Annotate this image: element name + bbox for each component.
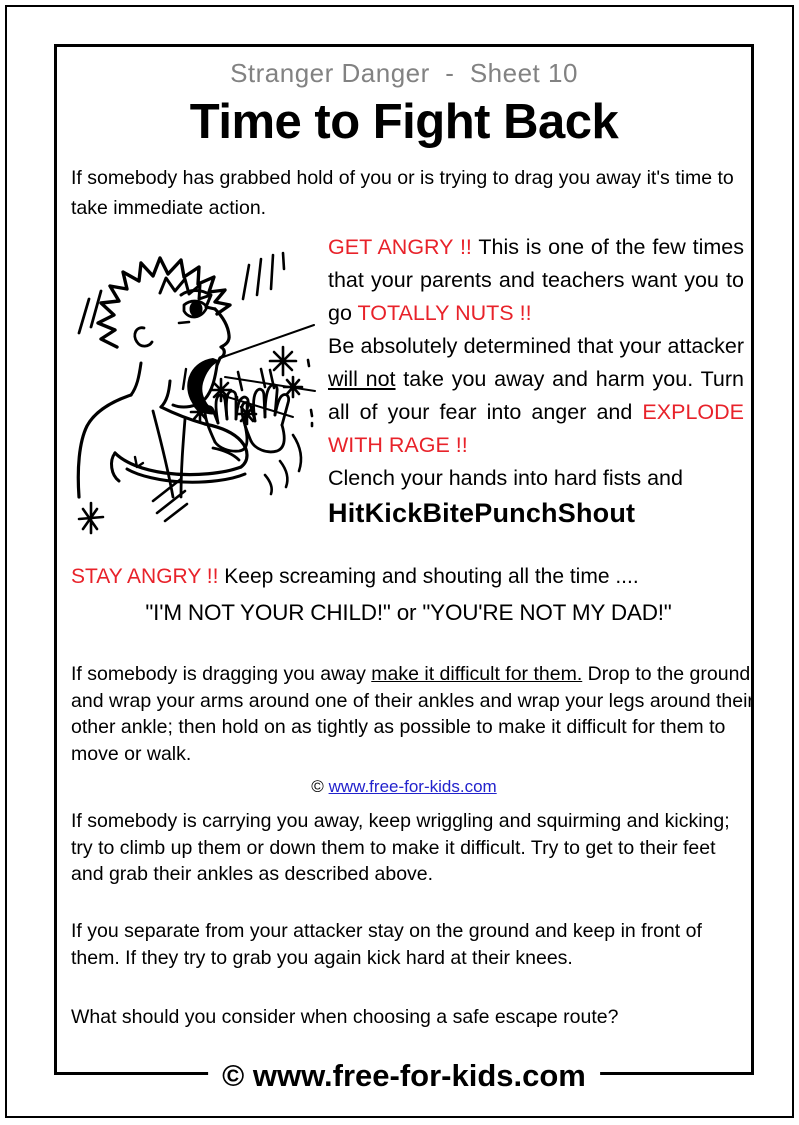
explode-with-rage-emphasis: EXPLODE WITH RAGE !!	[328, 400, 744, 457]
illustration-and-advice-row	[57, 229, 751, 551]
footer-credit	[208, 1058, 600, 1094]
will-not-underline: will not	[328, 367, 396, 391]
discussion-question: What should you consider when choosing a safe escape route?	[71, 1006, 619, 1028]
advice-text-column	[328, 231, 744, 530]
action-word-shout: Shout	[557, 498, 636, 528]
sheet-label: Stranger Danger - Sheet 10	[230, 58, 578, 88]
shout-phrases-line: "I'M NOT YOUR CHILD!" or "YOU'RE NOT MY DAD!"	[145, 600, 672, 625]
advice-paragraph-2	[328, 330, 744, 462]
action-word-bite: Bite	[422, 498, 475, 528]
advice-p1-rest: This is one of the few times that your parents and teachers want you to go	[328, 235, 744, 325]
stay-angry-line	[71, 562, 746, 592]
action-word-kick: Kick	[364, 498, 423, 528]
intro-paragraph: If somebody has grabbed hold of you or is trying to drag you away it's time to take immediate action.	[71, 167, 734, 219]
watermark-credit	[57, 777, 751, 797]
worksheet-frame	[54, 44, 754, 1093]
separate-paragraph: If you separate from your attacker stay on the ground and keep in front of them. If they try to grab you again kick hard at their knees.	[71, 920, 702, 969]
advice-paragraph-3: Clench your hands into hard fists and	[328, 466, 683, 490]
shouting-child-icon	[65, 229, 327, 541]
advice-paragraph-1	[328, 231, 744, 330]
totally-nuts-emphasis: TOTALLY NUTS !!	[357, 301, 532, 325]
advice-p2-b: take you away and harm you. Turn all of your fear into anger and	[328, 367, 744, 424]
advice-p2-a: Be absolutely determined that your attacker	[328, 334, 744, 358]
action-word-hit: Hit	[328, 498, 365, 528]
action-words-row	[328, 497, 744, 530]
footer-site-url: www.free-for-kids.com	[252, 1058, 586, 1093]
get-angry-emphasis: GET ANGRY !!	[328, 235, 472, 259]
stay-angry-emphasis: STAY ANGRY !!	[71, 565, 219, 588]
dragging-paragraph	[71, 661, 757, 767]
footer-copyright-icon: ©	[222, 1060, 245, 1093]
watermark-link[interactable]: www.free-for-kids.com	[328, 777, 497, 796]
stay-angry-rest: Keep screaming and shouting all the time ....	[218, 565, 639, 588]
copyright-icon: ©	[311, 777, 324, 796]
dragging-paragraph-a: If somebody is dragging you away	[71, 663, 372, 685]
dragging-paragraph-b: Drop to the ground and wrap your arms around one of their ankles and wrap your legs around their other ankle; then hold on as tightly as possible to make it difficult for them to move or walk.	[71, 663, 754, 765]
page-title: Time to Fight Back	[189, 95, 619, 149]
action-word-punch: Punch	[474, 498, 558, 528]
carrying-paragraph: If somebody is carrying you away, keep wriggling and squirming and kicking; try to climb up them or down them to make it difficult. Try to get to their feet and grab their ankles as described above.	[71, 810, 730, 885]
make-it-difficult-underline: make it difficult for them.	[371, 663, 583, 685]
